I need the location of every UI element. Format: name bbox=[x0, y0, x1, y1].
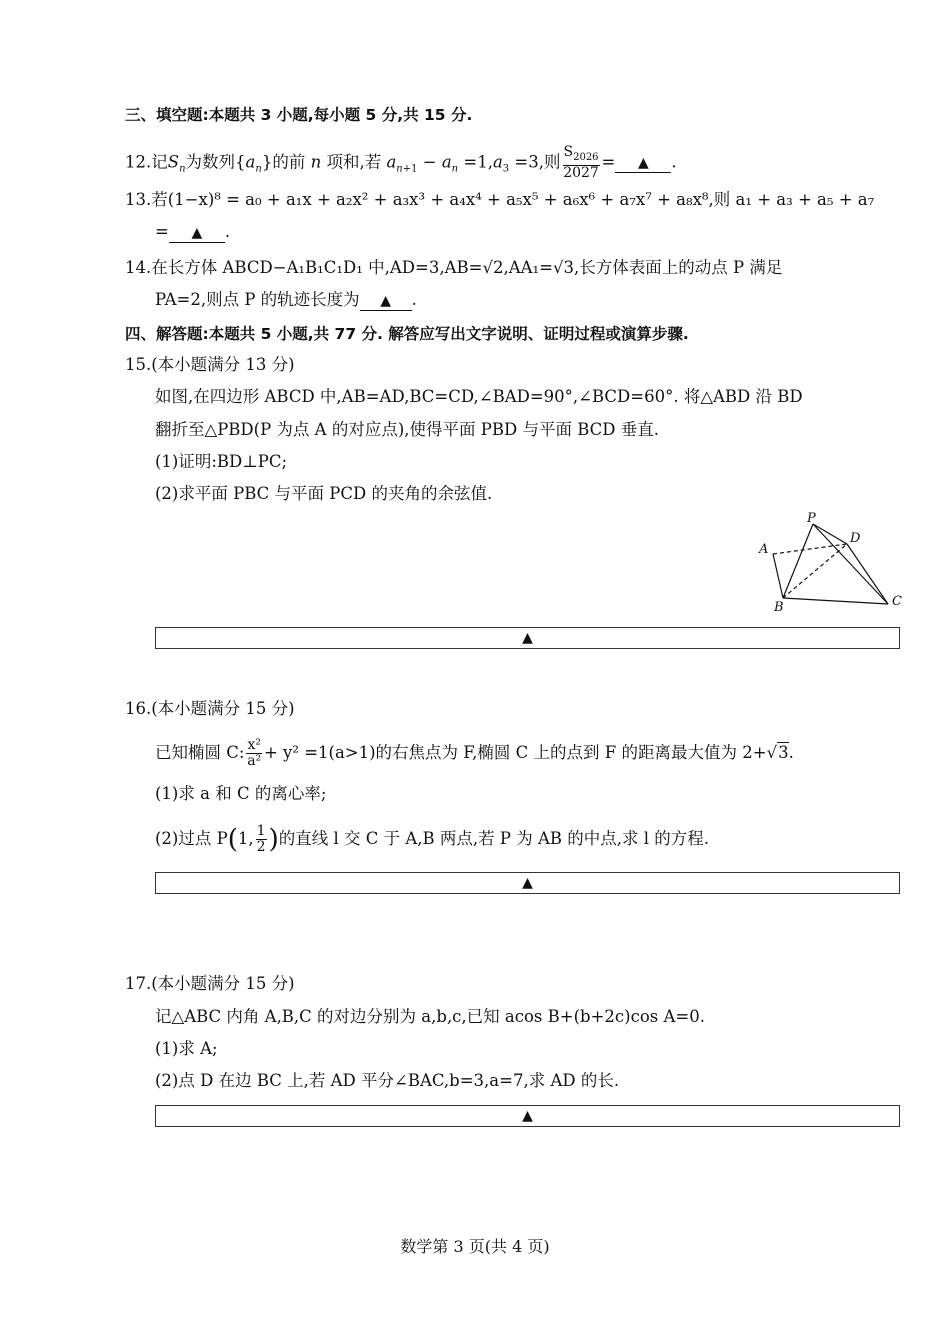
question-14-line1: 14.在长方体 ABCD−A₁B₁C₁D₁ 中,AD=3,AB=√2,AA₁=√3,长方体表面上的动点 P 满足 bbox=[125, 258, 783, 277]
edge-BD bbox=[783, 544, 847, 598]
answer-box-17[interactable] bbox=[155, 1105, 900, 1127]
answer-box-15[interactable] bbox=[155, 627, 900, 649]
question-16-line1: 已知椭圆 C: $\frac{\text{x²}}{\text{a²}}$ + y² =1(a>1)的右焦点为 F,椭圆 C 上的点到 F 的距离最大值为 2+√3. bbox=[155, 737, 794, 769]
question-15-part2: (2)求平面 PBC 与平面 PCD 的夹角的余弦值. bbox=[155, 484, 493, 503]
section4-header: 四、解答题:本题共 5 小题,共 77 分. 解答应写出文字说明、证明过程或演算步骤. bbox=[125, 325, 689, 343]
question-14-line2: PA=2,则点 P 的轨迹长度为 ▲ . bbox=[155, 290, 417, 309]
question-13-line2: = ▲ . bbox=[155, 222, 231, 241]
question-12: 12.记$S_n$为数列$\{a_n\}$的前 n 项和,若 $a_{n+1} - a_n =1,a_3 =3$,则 $\frac{S_{2026}}{2027}$ = ▲ . bbox=[125, 144, 677, 181]
question-16-part1: (1)求 a 和 C 的离心率; bbox=[155, 784, 327, 803]
label-A: A bbox=[759, 542, 769, 557]
edge-PD bbox=[813, 524, 847, 544]
fraction-s2026-2027: $\frac{S_{2026}}{2027}$ bbox=[563, 144, 599, 181]
question-16-heading: 16.(本小题满分 15 分) bbox=[125, 699, 295, 718]
answer-blank-13[interactable] bbox=[169, 223, 225, 243]
section3-header: 三、填空题:本题共 3 小题,每小题 5 分,共 15 分. bbox=[125, 106, 473, 124]
question-15-part1: (1)证明:BD⊥PC; bbox=[155, 452, 288, 471]
question-17-part1: (1)求 A; bbox=[155, 1039, 218, 1058]
answer-mark-icon: ▲ bbox=[522, 1108, 533, 1124]
question-15-heading: 15.(本小题满分 13 分) bbox=[125, 355, 295, 374]
edge-DC bbox=[847, 544, 888, 604]
question-15-line2: 翻折至△PBD(P 为点 A 的对应点),使得平面 PBD 与平面 BCD 垂直. bbox=[155, 420, 659, 439]
fraction-one-half: $\frac{1}{2}$ bbox=[256, 823, 266, 855]
page-footer: 数学第 3 页(共 4 页) bbox=[400, 1237, 550, 1256]
answer-mark-icon: ▲ bbox=[191, 225, 203, 241]
answer-blank-12[interactable] bbox=[615, 153, 671, 173]
question-17-line1: 记△ABC 内角 A,B,C 的对边分别为 a,b,c,已知 acos B+(b+2c)cos A=0. bbox=[155, 1007, 705, 1026]
edge-PB bbox=[783, 524, 813, 598]
question-17-heading: 17.(本小题满分 15 分) bbox=[125, 974, 295, 993]
label-P: P bbox=[807, 511, 816, 526]
answer-blank-14[interactable] bbox=[360, 291, 412, 311]
answer-mark-icon: ▲ bbox=[380, 293, 392, 309]
question-16-part2: (2)过点 P(1, $\frac{1}{2}$ )的直线 l 交 C 于 A,B 两点,若 P 为 AB 的中点,求 l 的方程. bbox=[155, 823, 709, 855]
question-15-line1: 如图,在四边形 ABCD 中,AB=AD,BC=CD,∠BAD=90°,∠BCD=60°. 将△ABD 沿 BD bbox=[155, 387, 803, 406]
label-D: D bbox=[850, 531, 861, 546]
tetrahedron-figure bbox=[755, 510, 905, 620]
edge-BC bbox=[783, 598, 888, 604]
answer-mark-icon: ▲ bbox=[522, 875, 533, 891]
edge-AB bbox=[773, 554, 783, 598]
answer-mark-icon: ▲ bbox=[522, 630, 533, 646]
question-17-part2: (2)点 D 在边 BC 上,若 AD 平分∠BAC,b=3,a=7,求 AD 的长. bbox=[155, 1071, 620, 1090]
question-13-line1: 13.若(1−x)⁸ = a₀ + a₁x + a₂x² + a₃x³ + a₄x⁴ + a₅x⁵ + a₆x⁶ + a₇x⁷ + a₈x⁸,则 a₁ + a₃ + a₅ + a₇ bbox=[125, 190, 875, 209]
answer-mark-icon: ▲ bbox=[637, 155, 649, 172]
fraction-x2-a2: $\frac{\text{x²}}{\text{a²}}$ bbox=[247, 737, 262, 769]
label-C: C bbox=[892, 594, 902, 609]
answer-box-16[interactable] bbox=[155, 872, 900, 894]
label-B: B bbox=[774, 600, 784, 615]
